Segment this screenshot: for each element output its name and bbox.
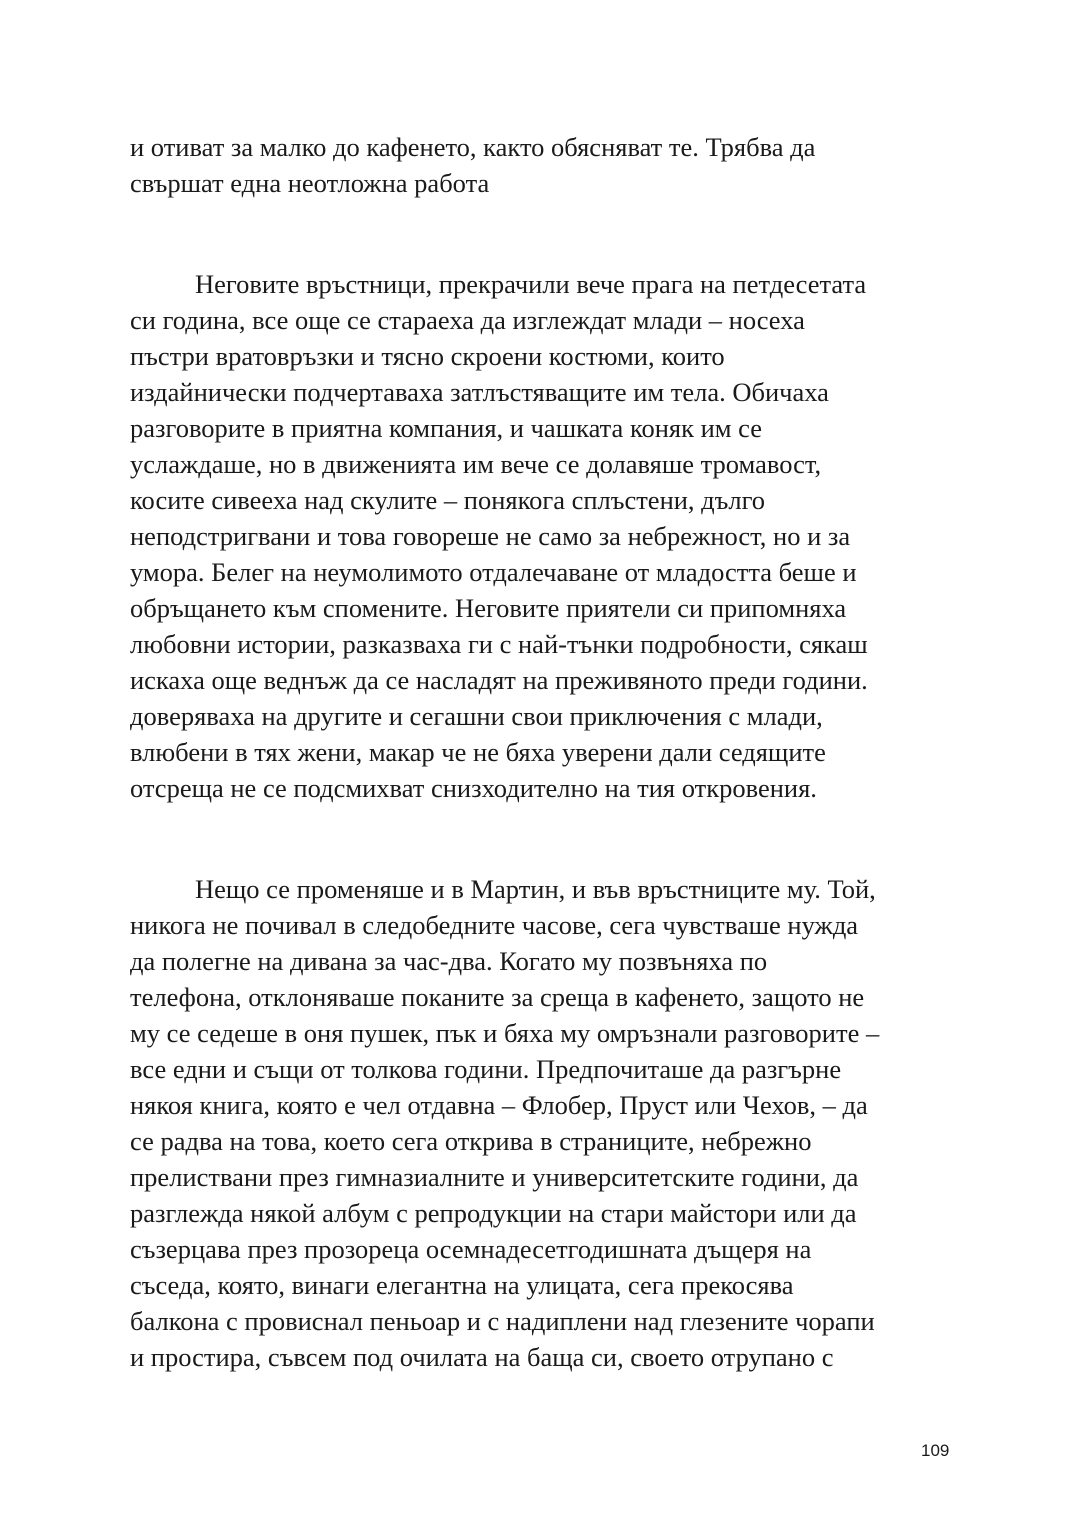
text-line: си година, все още се стараеха да изглеждат млади – носеха — [130, 305, 805, 335]
text-line: издайнически подчертаваха затлъстяващите им тела. Обичаха — [130, 377, 829, 407]
text-line: косите сивееха над скулите – понякога сплъстени, дълго — [130, 485, 766, 515]
text-line: все едни и същи от толкова години. Предпочиташе да разгърне — [130, 1054, 842, 1084]
text-line: обръщането към спомените. Неговите приятели си припомняха — [130, 593, 847, 623]
text-line: да полегне на дивана за час-два. Когато му позвъняха по — [130, 946, 768, 976]
text-line: и простира, съвсем под очилата на баща си, своето отрупано с — [130, 1342, 834, 1372]
text-line: свършат една неотложна работа — [130, 168, 490, 198]
text-line: разговорите в приятна компания, и чашката коняк им се — [130, 413, 763, 443]
text-line: се радва на това, което сега открива в страниците, небрежно — [130, 1126, 812, 1156]
text-line: искаха още веднъж да се насладят на преживяното преди години. — [130, 665, 868, 695]
text-line: неподстригвани и това говореше не само за небрежност, но и за — [130, 521, 851, 551]
text-line: някоя книга, която е чел отдавна – Флобер, Пруст или Чехов, – да — [130, 1090, 868, 1120]
text-line: Нещо се променяше и в Мартин, и във връстниците му. Той, — [195, 874, 876, 904]
text-line: съзерцава през прозореца осемнадесетгодишната дъщеря на — [130, 1234, 812, 1264]
page-number: 109 — [921, 1441, 950, 1460]
text-line: му се седеше в оня пушек, пък и бяха му омръзнали разговорите – — [130, 1018, 880, 1048]
text-line: съседа, която, винаги елегантна на улицата, сега прекосява — [130, 1270, 794, 1300]
text-line: услаждаше, но в движенията им вече се долавяше тромавост, — [130, 449, 822, 479]
text-line: любовни истории, разказваха ги с най-тънки подробности, сякаш — [130, 629, 868, 659]
text-line: отсреща не се подсмихват снизходително на тия откровения. — [130, 773, 817, 803]
text-line: умора. Белег на неумолимото отдалечаване от младостта беше и — [130, 557, 857, 587]
text-line: никога не почивал в следобедните часове, сега чувстваше нужда — [130, 910, 859, 940]
text-line: прелиствани през гимназиалните и университетските години, да — [130, 1162, 859, 1192]
text-line: доверяваха на другите и сегашни свои приключения с млади, — [130, 701, 823, 731]
text-line: и отиват за малко до кафенето, както обясняват те. Трябва да — [130, 132, 816, 162]
text-line: Неговите връстници, прекрачили вече прага на петдесетата — [195, 269, 867, 299]
text-line: пъстри вратовръзки и тясно скроени костюми, които — [130, 341, 725, 371]
text-line: телефона, отклоняваше поканите за среща в кафенето, защото не — [130, 982, 865, 1012]
text-line: влюбени в тях жени, макар че не бяха уверени дали седящите — [130, 737, 826, 767]
text-line: разглежда някой албум с репродукции на стари майстори или да — [130, 1198, 857, 1228]
text-line: балкона с провиснал пеньоар и с надиплени над глезените чорапи — [130, 1306, 875, 1336]
